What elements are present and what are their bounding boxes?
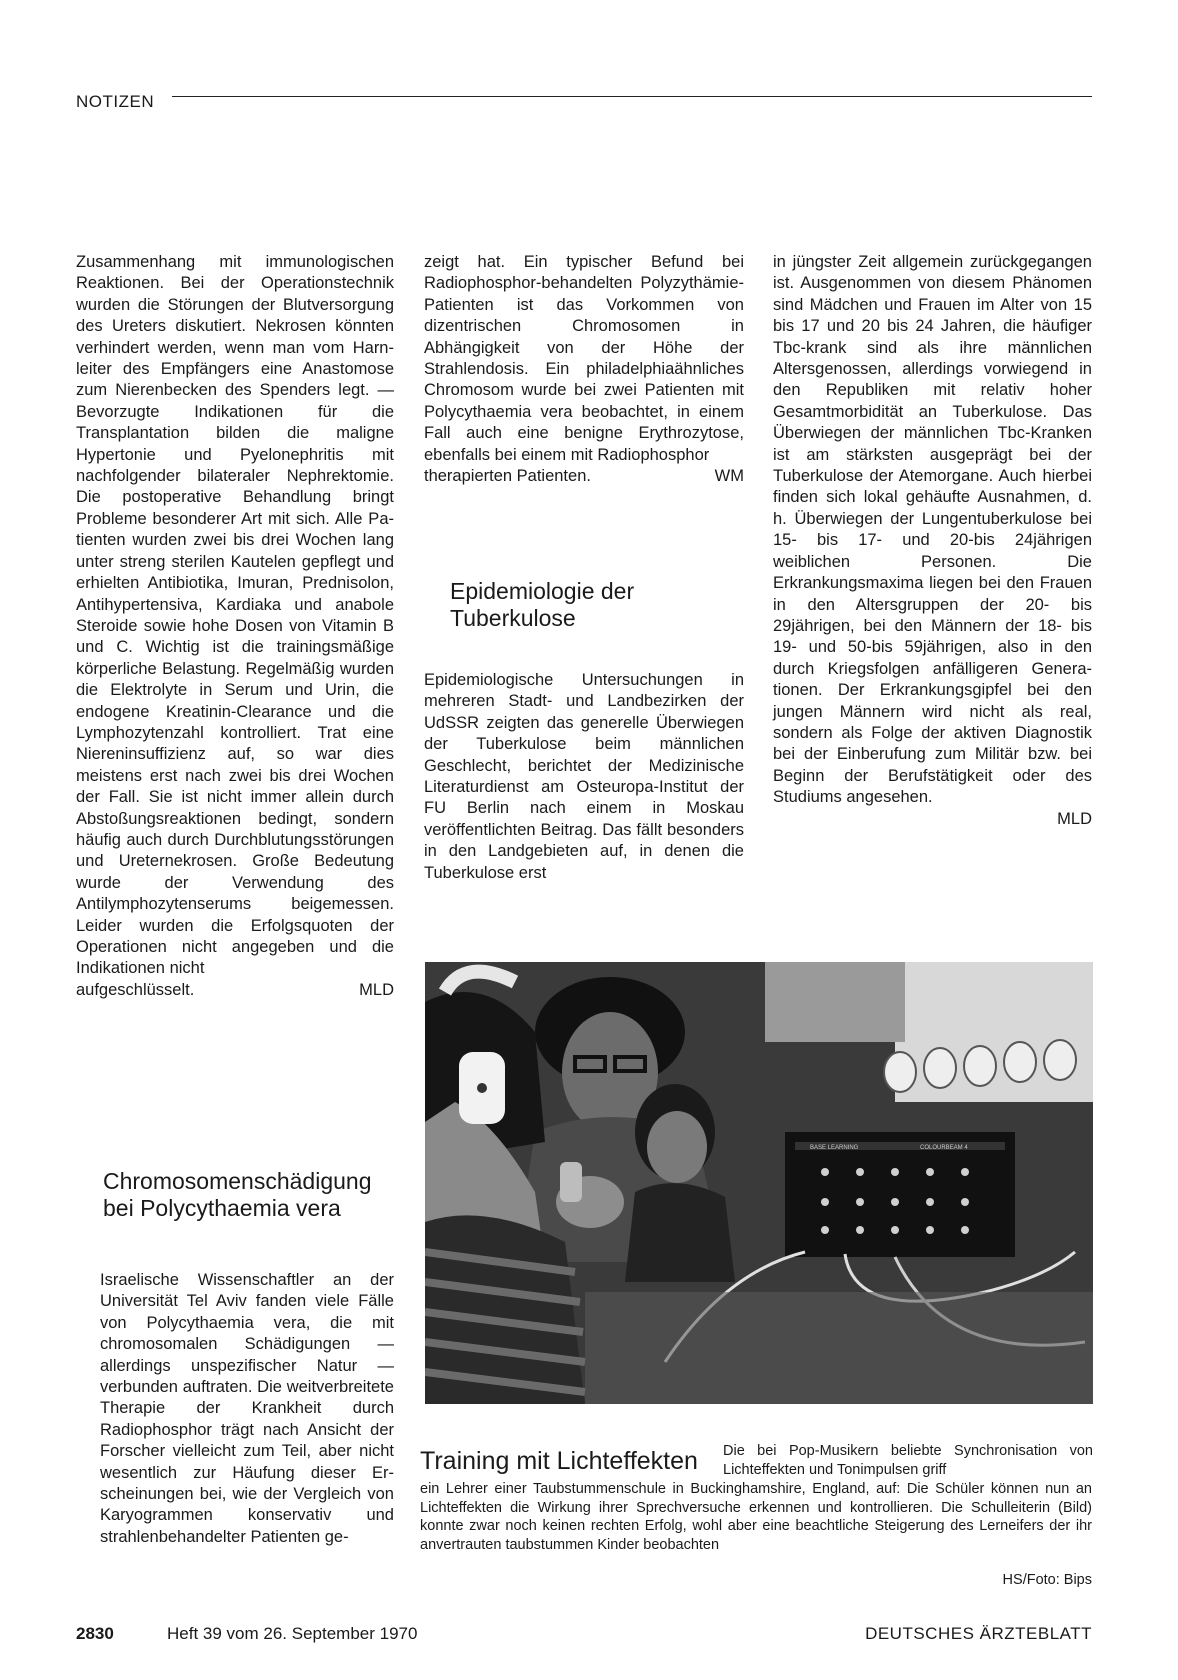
signed-line (76, 980, 394, 1001)
paragraph-text: Zusammenhang mit immunologischen Reaktionen. Bei der Operationstechnik wurden die Störungen der Blutversorgung des Ureters diskutiert. Nekrosen könnten verhindert werden, wenn man vom Harnleiter des Empfängers eine Anastomose zum Nierenbecken des Spenders legt. — Bevorzugte Indikationen für die Transplantation bilden die maligne Hypertonie und Pyelonephritis mit nachfolgender bilateraler Nephrektomie. Die postoperative Behandlung bringt Probleme besonderer Art mit sich. Alle Patienten wurden zwei bis drei Wochen lang unter streng sterilen Kautelen gepflegt und erhielten Antibiotika, Imuran, Prednisolon, Antihypertensiva, Kardiaka und anabole Steroide sowie hohe Dosen von Vitamin B und C. Wichtig ist die trainingsmäßige körperliche Belastung. Regelmäßig wurden die Elektrolyte in Serum und Urin, die endogene Kreatinin-Clearance und die Lymphozytenzahl kontrolliert. Trat eine Niereninsuffizienz auf, so war dies meistens erst nach zwei bis drei Wochen der Fall. Sie ist nicht immer allein durch Abstoßungsreaktionen bedingt, sondern häufig auch durch Durchblutungsstörungen und Ureternekrosen. Große Bedeutung wurde der Verwendung des Antilymphozytenserums beigemessen. Leider wurden die Erfolgsquoten der Operationen nicht angegeben und die Indikationen nicht (76, 253, 394, 978)
body-text (424, 252, 744, 466)
issue-info: Heft 39 vom 26. September 1970 (167, 1624, 418, 1643)
paragraph-text: zeigt hat. Ein typischer Befund bei Radiophosphor-behandelten Polyzythämie-Patienten ist das Vorkommen von dizentrischen Chromosomen in Abhängigkeit von der Höhe der Strahlendosis. Ein philadelphiaähnliches Chromosom wurde bei zwei Patienten mit Polycythaemia vera beobachtet, in einem Fall auch eine benigne Erythrozytose, ebenfalls bei einem mit Radiophosphor (424, 253, 744, 464)
article-title: Epidemiologie der Tuberkulose (450, 578, 635, 631)
page-number: 2830 (76, 1624, 114, 1643)
article-title: Chromosomenschädigung bei Polycythaemia vera (103, 1168, 372, 1221)
column-2 (424, 252, 744, 487)
paragraph-text: Epidemiologische Untersuchungen in mehreren Stadt- und Landbezirken der UdSSR zeigten das generelle Überwiegen der Tuberkulose beim männlichen Geschlecht, berichtet der Medizinische Literaturdienst am Osteuropa-Institut der FU Berlin nach einem in Moskau veröffentlichten Beitrag. Das fällt besonders in den Landgebieten auf, in denen die Tuberkulose erst (424, 671, 744, 882)
journal-name: DEUTSCHES ÄRZTEBLATT (865, 1624, 1092, 1643)
photo-caption-lead: Die bei Pop-Musikern beliebte Synchronisation von Lichteffekten und Tonimpulsen griff (723, 1443, 1093, 1478)
device-label-right: COLOURBEAM 4 (920, 1145, 968, 1151)
author-initials: MLD (359, 980, 394, 999)
signed-line (424, 466, 744, 487)
photo-caption-body: ein Lehrer einer Taubstummenschule in Buckinghamshire, England, auf: Die Schüler können nun an Lichteffekten die Wirkung ihrer Sprechversuche erkennen und kontrollieren. Die Schulleiterin (Bild) konnte zwar noch keinen rechten Erfolg, wohl aber eine beachtliche Steigerung des Lerneifers der ihr anvertrauten taubstummen Kinder beobachten (420, 1481, 1092, 1553)
signed-line (773, 809, 1092, 830)
article-body (100, 1270, 394, 1548)
photo-credit: HS/Foto: Bips (1002, 1572, 1092, 1588)
section-label: NOTIZEN (76, 92, 155, 111)
column-3 (773, 252, 1092, 830)
paragraph-text: Israelische Wissenschaftler an der Universität Tel Aviv fanden viele Fälle von Polycythaemia vera, die mit chromosomalen Schädigungen — allerdings unspezifischer Natur — verbunden auftraten. Die weitverbreitete Therapie der Krankheit durch Radiophosphor trägt nach Ansicht der Forscher vielleicht zum Teil, aber nicht wesentlich zur Häufung dieser Erscheinungen bei, wie der Vergleich von Karyogrammen konservativ und strahlenbehandelter Patienten ge- (100, 1271, 394, 1546)
photograph (425, 962, 1093, 1404)
device-label-left: BASE LEARNING (810, 1145, 859, 1151)
author-initials: WM (714, 467, 744, 486)
paragraph-text: in jüngster Zeit allgemein zurückgegangen ist. Ausgenommen von diesem Phänomen sind Mädchen und Frauen im Alter von 15 bis 17 und 20 bis 24 Jahren, die häufiger Tbc-krank sind als ihre männlichen Altersgenossen, allerdings vorwiegend in den Republiken mit relativ hoher Gesamtmorbidität an Tuberkulose. Das Überwiegen der männlichen Tbc-Kranken ist am stärksten ausgeprägt bei der Tuberkulose der Atemorgane. Auch hierbei finden sich lokal gehäufte Ausnahmen, d. h. Überwiegen der Lungentuberkulose bei 15- bis 17- und 20-bis 24jährigen weiblichen Personen. Die Erkrankungsmaxima liegen bei den Frauen in den Altersgruppen der 20- bis 29jährigen, bei den Männern der 18- bis 19- und 50-bis 59jährigen, also in den durch Kriegsfolgen anfälligeren Generationen. Der Erkrankungsgipfel bei den jungen Männern wird nicht als real, sondern als Folge der aktiven Diagnostik bei der Einberufung zum Militär bzw. bei Beginn der Berufstätigkeit oder des Studiums angesehen. (773, 253, 1092, 807)
article-body (424, 670, 744, 884)
header-rule (172, 96, 1092, 97)
last-line-text: aufgeschlüsselt. (76, 980, 195, 999)
body-text (76, 252, 394, 980)
last-line-text: therapierten Patienten. (424, 467, 591, 486)
author-initials: MLD (1057, 809, 1092, 828)
column-1 (76, 252, 394, 1001)
photo-illustration (425, 962, 1093, 1404)
photo-caption-title: Training mit Lichteffekten (420, 1447, 698, 1475)
